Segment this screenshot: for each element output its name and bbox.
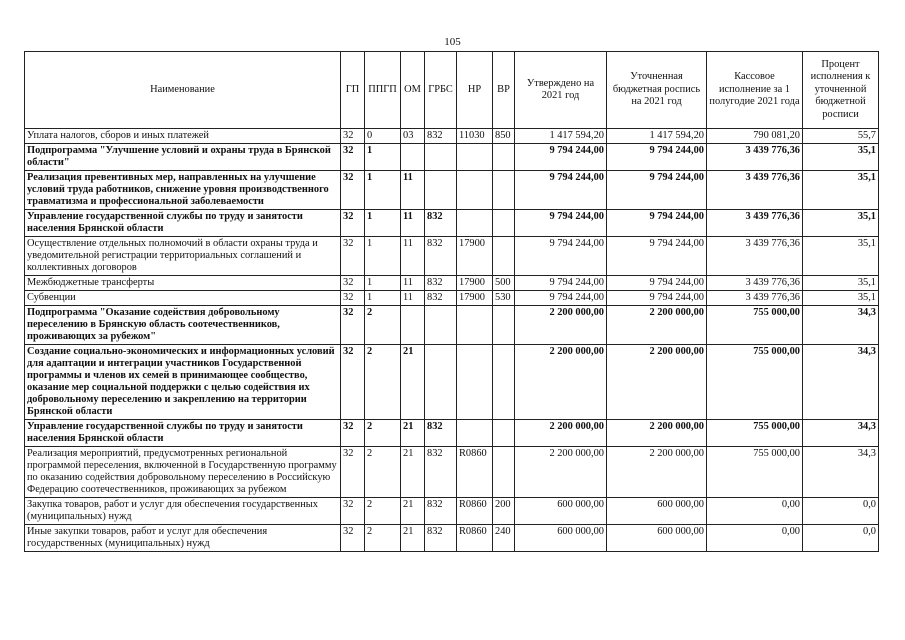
row-percent: 0,0 [803,498,879,525]
row-percent: 35,1 [803,237,879,276]
row-percent: 34,3 [803,447,879,498]
row-ppgp: 2 [365,525,401,552]
row-vr [493,420,515,447]
row-grbs: 832 [425,291,457,306]
table-row [25,291,879,306]
row-refined: 2 200 000,00 [607,447,707,498]
row-approved: 2 200 000,00 [515,447,607,498]
row-om: 21 [401,447,425,498]
table-row [25,498,879,525]
row-name: Управление государственной службы по труду и занятости населения Брянской области [25,420,341,447]
row-om: 11 [401,171,425,210]
row-vr: 240 [493,525,515,552]
row-np: 17900 [457,237,493,276]
row-percent: 34,3 [803,306,879,345]
row-approved: 2 200 000,00 [515,345,607,420]
row-gp: 32 [341,345,365,420]
row-vr [493,237,515,276]
table-row [25,210,879,237]
table-row [25,276,879,291]
header-gp: ГП [341,52,365,129]
row-refined: 9 794 244,00 [607,237,707,276]
row-percent: 55,7 [803,129,879,144]
row-grbs: 832 [425,447,457,498]
row-name: Межбюджетные трансферты [25,276,341,291]
row-refined: 9 794 244,00 [607,171,707,210]
row-om [401,306,425,345]
header-np: НР [457,52,493,129]
row-approved: 9 794 244,00 [515,237,607,276]
header-name: Наименование [25,52,341,129]
row-ppgp: 0 [365,129,401,144]
row-percent: 34,3 [803,420,879,447]
row-grbs: 832 [425,129,457,144]
row-om: 21 [401,525,425,552]
row-approved: 2 200 000,00 [515,420,607,447]
row-refined: 2 200 000,00 [607,306,707,345]
table-row [25,345,879,420]
row-gp: 32 [341,420,365,447]
row-np [457,210,493,237]
row-refined: 9 794 244,00 [607,291,707,306]
row-approved: 9 794 244,00 [515,171,607,210]
header-cash: Кассовое исполнение за 1 полугодие 2021 года [707,52,803,129]
row-percent: 35,1 [803,144,879,171]
row-ppgp: 2 [365,306,401,345]
row-grbs [425,345,457,420]
row-refined: 600 000,00 [607,498,707,525]
row-approved: 9 794 244,00 [515,276,607,291]
row-gp: 32 [341,129,365,144]
row-refined: 2 200 000,00 [607,345,707,420]
header-percent: Процент исполнения к уточненной бюджетной росписи [803,52,879,129]
row-ppgp: 1 [365,144,401,171]
row-name: Подпрограмма "Улучшение условий и охраны труда в Брянской области" [25,144,341,171]
row-gp: 32 [341,498,365,525]
row-om [401,144,425,171]
row-gp: 32 [341,306,365,345]
row-grbs: 832 [425,237,457,276]
row-grbs: 832 [425,525,457,552]
row-gp: 32 [341,276,365,291]
row-ppgp: 1 [365,210,401,237]
row-gp: 32 [341,291,365,306]
row-ppgp: 1 [365,291,401,306]
row-approved: 9 794 244,00 [515,144,607,171]
row-refined: 9 794 244,00 [607,210,707,237]
row-cash: 0,00 [707,525,803,552]
row-cash: 755 000,00 [707,306,803,345]
row-name: Закупка товаров, работ и услуг для обеспечения государственных (муниципальных) нужд [25,498,341,525]
row-name: Субвенции [25,291,341,306]
table-row [25,306,879,345]
row-name: Иные закупки товаров, работ и услуг для обеспечения государственных (муниципальных) нужд [25,525,341,552]
row-np [457,345,493,420]
row-om: 11 [401,210,425,237]
table-row [25,447,879,498]
row-cash: 790 081,20 [707,129,803,144]
row-name: Уплата налогов, сборов и иных платежей [25,129,341,144]
row-ppgp: 1 [365,237,401,276]
header-vr: ВР [493,52,515,129]
row-vr [493,171,515,210]
row-approved: 600 000,00 [515,498,607,525]
row-cash: 3 439 776,36 [707,171,803,210]
row-cash: 3 439 776,36 [707,210,803,237]
row-gp: 32 [341,447,365,498]
row-cash: 755 000,00 [707,447,803,498]
row-name: Подпрограмма "Оказание содействия добровольному переселению в Брянскую область соотечественников, проживающих за рубежом" [25,306,341,345]
table-row [25,171,879,210]
row-refined: 2 200 000,00 [607,420,707,447]
row-cash: 3 439 776,36 [707,144,803,171]
row-name: Реализация превентивных мер, направленных на улучшение условий труда работников, снижение уровня производственного травматизма и профессиональной заболеваемости [25,171,341,210]
row-om: 21 [401,420,425,447]
table-row [25,144,879,171]
row-gp: 32 [341,144,365,171]
row-approved: 9 794 244,00 [515,291,607,306]
budget-execution-table [24,51,879,552]
row-vr [493,447,515,498]
row-ppgp: 2 [365,447,401,498]
row-grbs [425,306,457,345]
table-row [25,525,879,552]
row-np: R0860 [457,498,493,525]
row-np: R0860 [457,447,493,498]
row-gp: 32 [341,237,365,276]
row-om: 11 [401,237,425,276]
row-grbs: 832 [425,420,457,447]
row-gp: 32 [341,210,365,237]
row-grbs: 832 [425,276,457,291]
row-vr: 850 [493,129,515,144]
row-approved: 1 417 594,20 [515,129,607,144]
row-np [457,144,493,171]
row-cash: 3 439 776,36 [707,237,803,276]
row-cash: 755 000,00 [707,345,803,420]
header-ppgp: ППГП [365,52,401,129]
row-grbs: 832 [425,498,457,525]
row-ppgp: 1 [365,171,401,210]
row-name: Создание социально-экономических и информационных условий для адаптации и интеграции участников Государственной программы и членов их семей в принимающее сообщество, оказание мер социальной поддержки с целью содействия их добровольному переселению и закреплению на территории Брянской области [25,345,341,420]
header-refined: Уточненная бюджетная роспись на 2021 год [607,52,707,129]
header-grbs: ГРБС [425,52,457,129]
row-percent: 0,0 [803,525,879,552]
header-row [25,52,879,129]
row-approved: 2 200 000,00 [515,306,607,345]
row-cash: 3 439 776,36 [707,291,803,306]
row-percent: 35,1 [803,276,879,291]
row-np [457,306,493,345]
row-approved: 9 794 244,00 [515,210,607,237]
row-name: Осуществление отдельных полномочий в области охраны труда и уведомительной регистрации территориальных соглашений и коллективных договоров [25,237,341,276]
page-number: 105 [444,36,461,48]
row-np [457,171,493,210]
row-np: 17900 [457,291,493,306]
row-percent: 34,3 [803,345,879,420]
row-ppgp: 2 [365,420,401,447]
row-om: 11 [401,291,425,306]
row-vr: 500 [493,276,515,291]
header-om: ОМ [401,52,425,129]
row-vr [493,210,515,237]
table-row [25,237,879,276]
row-refined: 9 794 244,00 [607,144,707,171]
row-percent: 35,1 [803,171,879,210]
row-percent: 35,1 [803,210,879,237]
row-om: 11 [401,276,425,291]
row-vr: 530 [493,291,515,306]
row-name: Управление государственной службы по труду и занятости населения Брянской области [25,210,341,237]
table-row [25,129,879,144]
row-cash: 0,00 [707,498,803,525]
row-name: Реализация мероприятий, предусмотренных региональной программой переселения, включенной в Государственную программу по оказанию содействия добровольному переселению в Российскую Федерацию соотечественников, проживающих за рубежом [25,447,341,498]
row-np: 11030 [457,129,493,144]
row-ppgp: 2 [365,345,401,420]
row-np: 17900 [457,276,493,291]
row-om: 21 [401,498,425,525]
header-approved: Утверждено на 2021 год [515,52,607,129]
row-ppgp: 2 [365,498,401,525]
row-cash: 3 439 776,36 [707,276,803,291]
row-vr: 200 [493,498,515,525]
row-grbs: 832 [425,210,457,237]
row-percent: 35,1 [803,291,879,306]
row-refined: 1 417 594,20 [607,129,707,144]
row-vr [493,345,515,420]
table-row [25,420,879,447]
row-grbs [425,144,457,171]
row-refined: 600 000,00 [607,525,707,552]
row-ppgp: 1 [365,276,401,291]
row-grbs [425,171,457,210]
row-refined: 9 794 244,00 [607,276,707,291]
row-approved: 600 000,00 [515,525,607,552]
row-om: 21 [401,345,425,420]
row-vr [493,306,515,345]
row-gp: 32 [341,171,365,210]
row-vr [493,144,515,171]
row-gp: 32 [341,525,365,552]
row-np [457,420,493,447]
row-om: 03 [401,129,425,144]
row-np: R0860 [457,525,493,552]
row-cash: 755 000,00 [707,420,803,447]
